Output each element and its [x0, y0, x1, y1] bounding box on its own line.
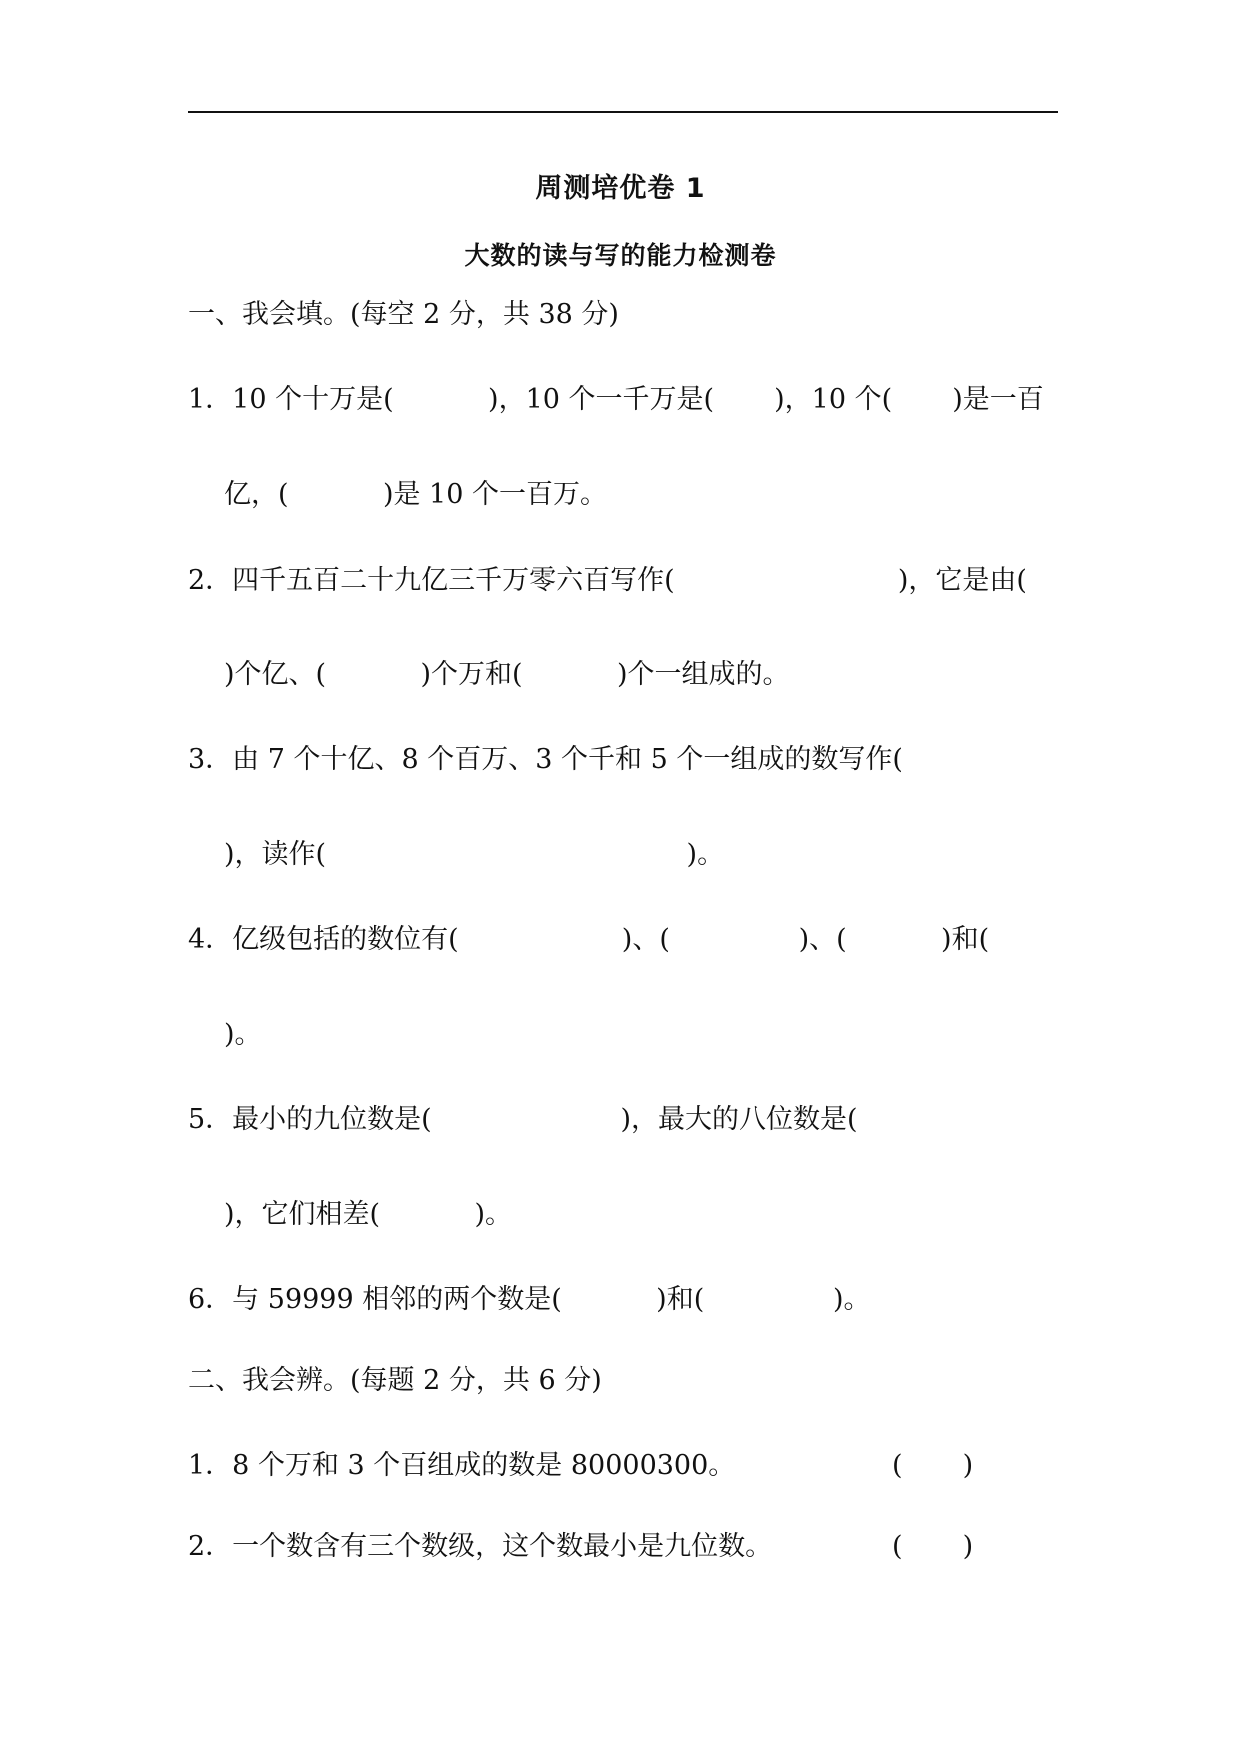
question-1-line-2: 亿，( )是 10 个一百万。 [224, 479, 607, 510]
question-5-line-2: )，它们相差( )。 [224, 1199, 513, 1230]
worksheet-subtitle: 大数的读与写的能力检测卷 [464, 241, 777, 270]
judge-question-2: 2．一个数含有三个数级，这个数最小是九位数。 [188, 1531, 773, 1562]
judge-answer-box-2[interactable]: ( ) [892, 1531, 974, 1562]
section-2-heading: 二、我会辨。(每题 2 分，共 6 分) [188, 1365, 602, 1396]
judge-question-1: 1．8 个万和 3 个百组成的数是 80000300。 [188, 1450, 736, 1481]
question-3-line-2: )，读作( )。 [224, 839, 725, 870]
question-4-line-2: )。 [224, 1019, 262, 1050]
judge-answer-box-1[interactable]: ( ) [892, 1450, 974, 1481]
question-6-line-1: 6．与 59999 相邻的两个数是( )和( )。 [188, 1284, 871, 1315]
question-3-line-1: 3．由 7 个十亿、8 个百万、3 个千和 5 个一组成的数写作( [188, 744, 903, 775]
question-2-line-2: )个亿、( )个万和( )个一组成的。 [224, 659, 790, 690]
worksheet-title: 周测培优卷 1 [535, 173, 706, 204]
header-rule [188, 111, 1058, 113]
section-1-heading: 一、我会填。(每空 2 分，共 38 分) [188, 299, 619, 330]
question-4-line-1: 4．亿级包括的数位有( )、( )、( )和( [188, 924, 990, 955]
question-1-line-1: 1．10 个十万是( )，10 个一千万是( )，10 个( )是一百 [188, 384, 1044, 415]
question-2-line-1: 2．四千五百二十九亿三千万零六百写作( )，它是由( [188, 565, 1027, 596]
question-5-line-1: 5．最小的九位数是( )，最大的八位数是( [188, 1104, 858, 1135]
